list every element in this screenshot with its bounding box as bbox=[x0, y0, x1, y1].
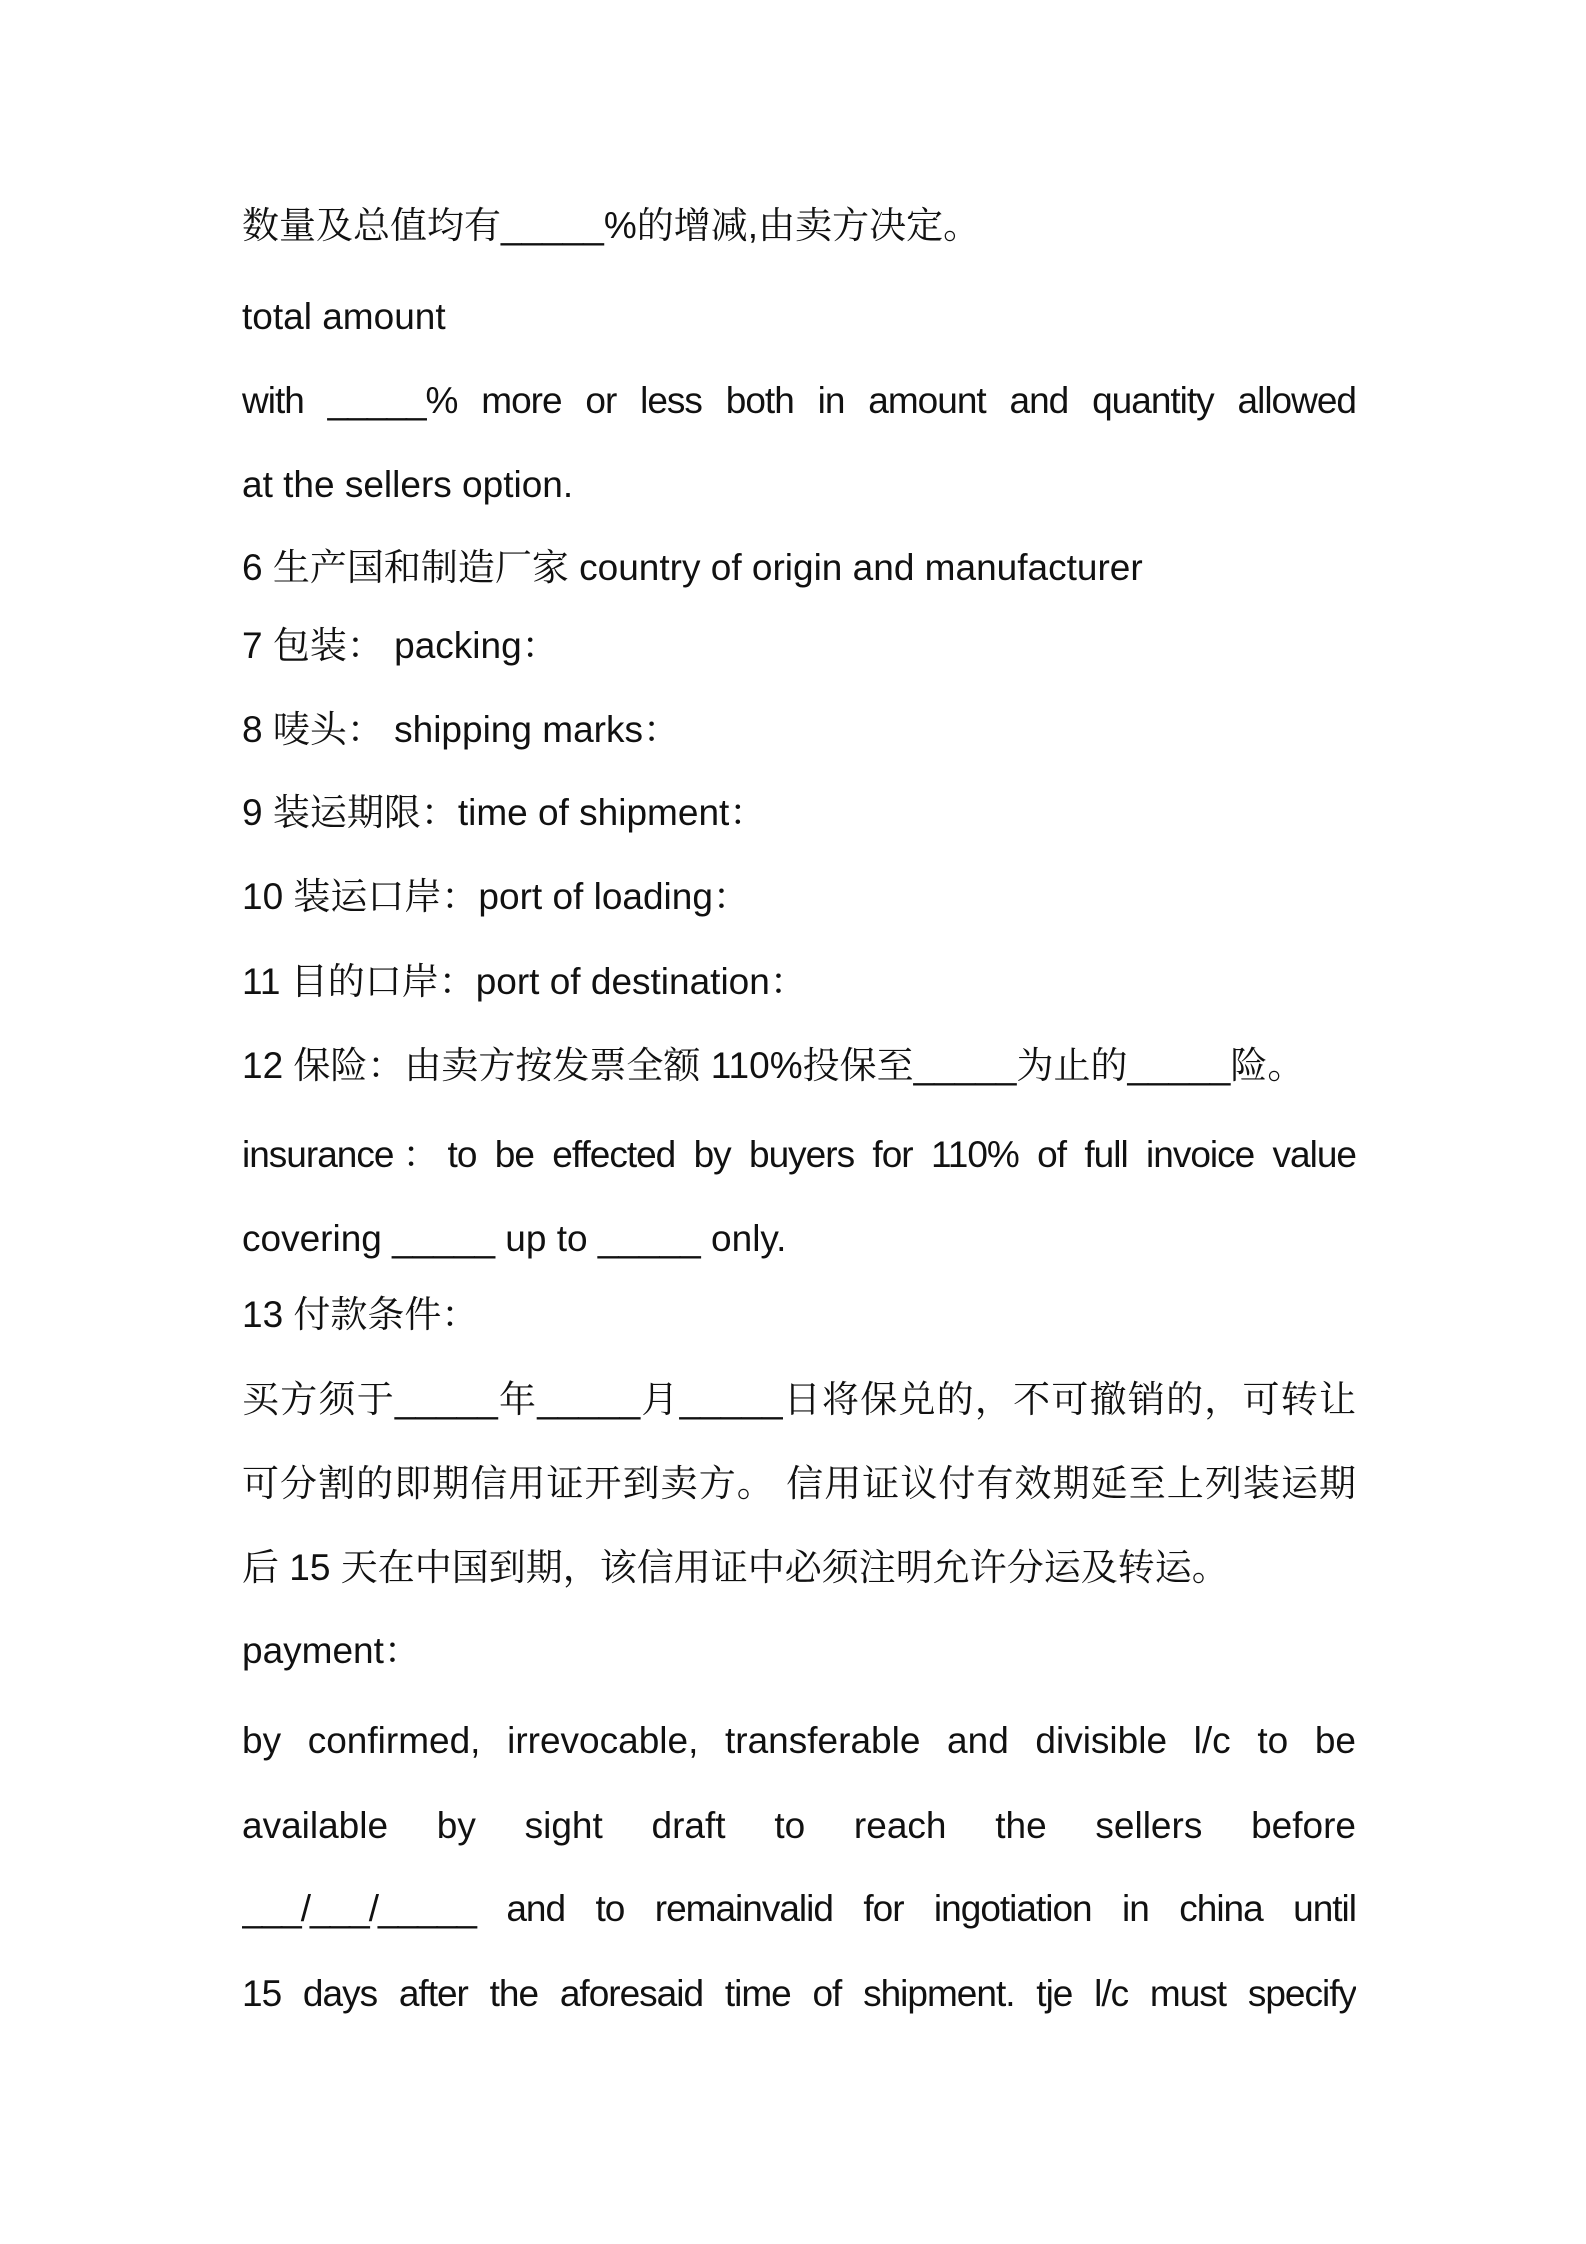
quantity-tolerance-en: with _____% more or less both in amount and quantity allowed bbox=[242, 380, 1356, 421]
clause-12-insurance-cn: 12 保险：由卖方按发票全额 110%投保至_____为止的_____险。 bbox=[242, 1045, 1305, 1086]
clause-6-origin: 6 生产国和制造厂家 country of origin and manufacturer bbox=[242, 547, 1143, 588]
insurance-covering-text: covering _____ up to _____ only. bbox=[242, 1218, 787, 1259]
clause-8-shipping-marks: 8 唛头： shipping marks： bbox=[242, 709, 680, 750]
payment-en-line-4: 15 days after the aforesaid time of shipment. tje l/c must specify bbox=[242, 1973, 1356, 2014]
clause-11-port-of-destination: 11 目的口岸：port of destination： bbox=[242, 961, 807, 1002]
payment-en-line-1: by confirmed, irrevocable, transferable and divisible l/c to be bbox=[242, 1720, 1356, 1761]
clause-9-time-of-shipment: 9 装运期限：time of shipment： bbox=[242, 792, 767, 833]
clause-12-insurance-en: insurance：to be effected by buyers for 110% of full invoice value bbox=[242, 1134, 1356, 1175]
sellers-option-text: at the sellers option. bbox=[242, 464, 574, 505]
total-amount-heading: total amount bbox=[242, 296, 446, 337]
clause-10-port-of-loading: 10 装运口岸：port of loading： bbox=[242, 876, 750, 917]
payment-en-line-2: available by sight draft to reach the sellers before bbox=[242, 1805, 1356, 1846]
payment-en-line-3: ___/___/_____ and to remainvalid for ingotiation in china until bbox=[242, 1888, 1356, 1929]
payment-en-heading: payment： bbox=[242, 1630, 421, 1671]
payment-cn-line-1: 买方须于_____年_____月_____日将保兑的，不可撤销的，可转让 bbox=[242, 1379, 1356, 1420]
clause-13-payment-terms: 13 付款条件： bbox=[242, 1294, 479, 1335]
payment-cn-line-3: 后 15 天在中国到期，该信用证中必须注明允许分运及转运。 bbox=[242, 1547, 1229, 1588]
payment-cn-line-2: 可分割的即期信用证开到卖方。 信用证议付有效期延至上列装运期 bbox=[242, 1463, 1356, 1504]
quantity-tolerance-cn: 数量及总值均有_____%的增减,由卖方决定。 bbox=[242, 205, 981, 246]
clause-7-packing: 7 包装： packing： bbox=[242, 625, 559, 666]
